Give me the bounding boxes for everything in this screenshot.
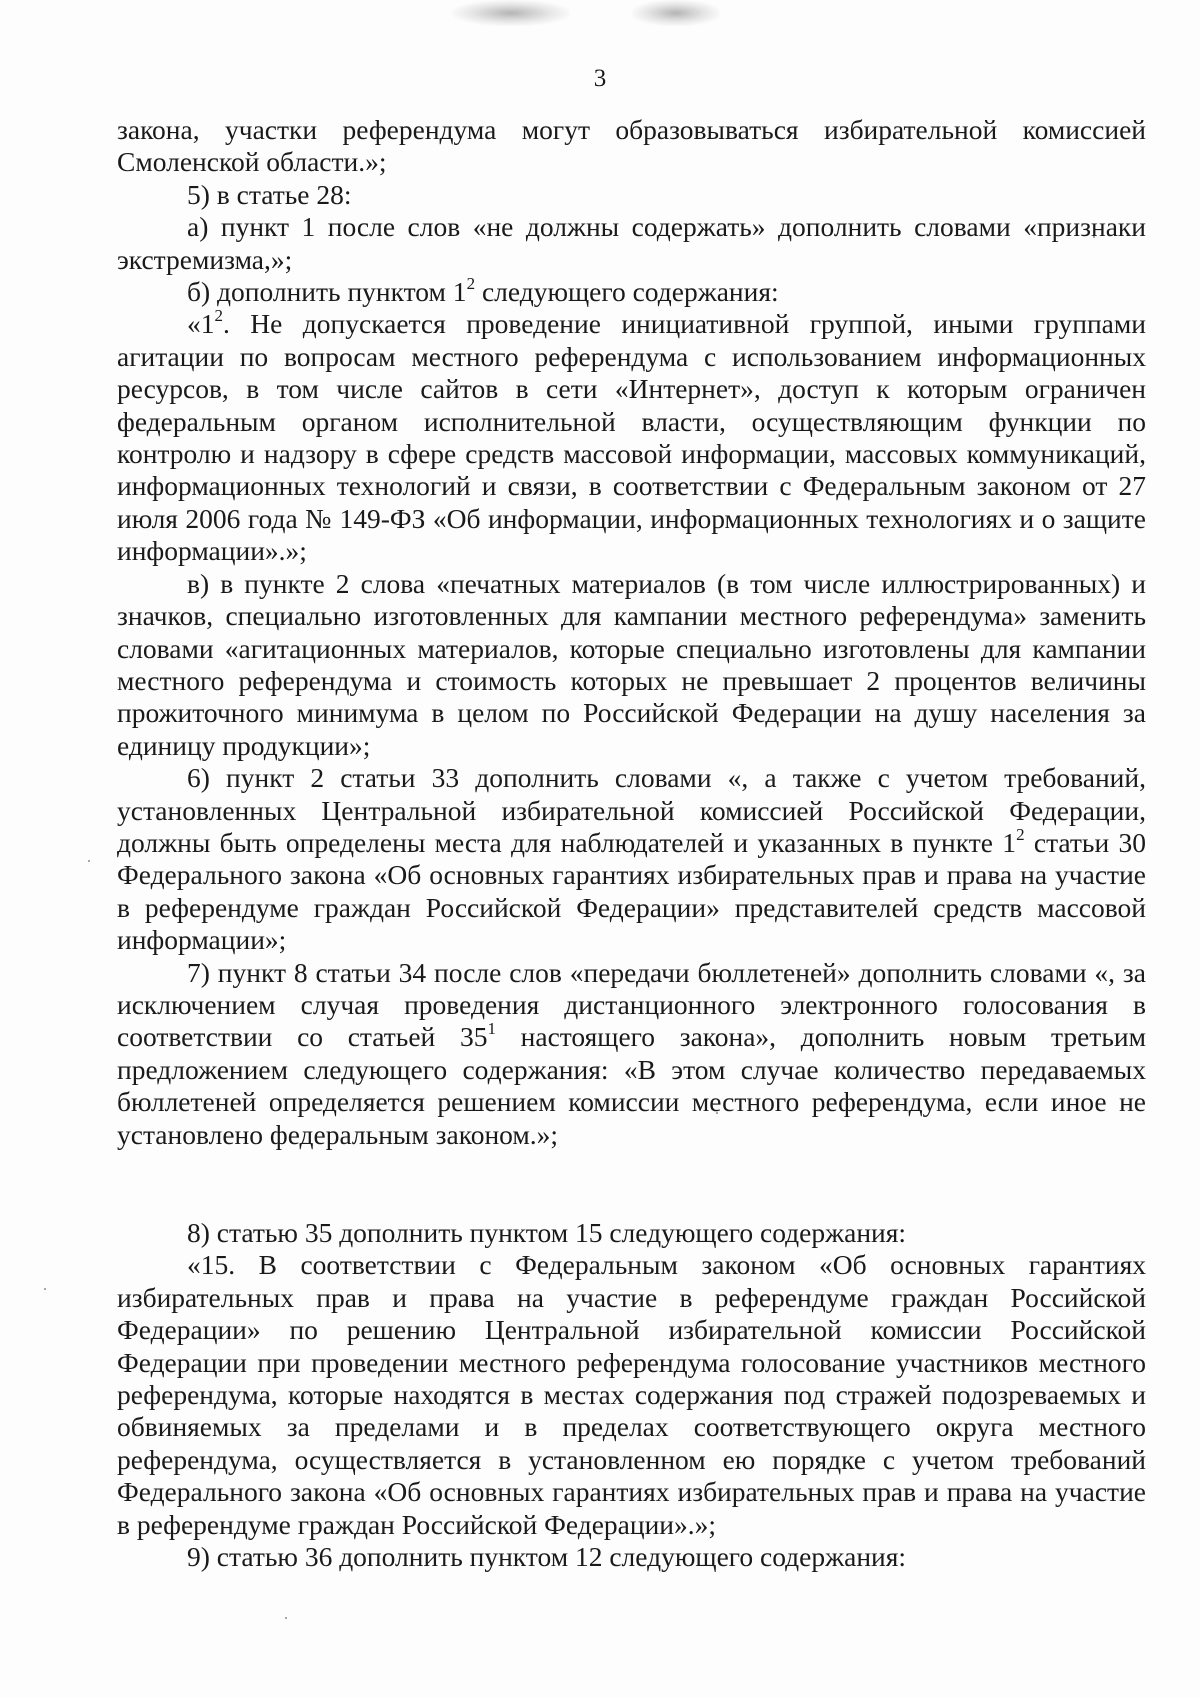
document-body xyxy=(117,114,1146,1573)
scan-artifact xyxy=(452,0,570,26)
paragraph: 8) статью 35 дополнить пунктом 15 следующего содержания: xyxy=(187,1217,907,1248)
paragraph xyxy=(117,762,1146,956)
paragraph-text: статьи 30 Федерального закона «Об основных гарантиях избирательных прав и права на участие в референдуме граждан Российской Федерации» представителей средств массовой информации»; xyxy=(117,826,1146,956)
paragraph-text: 6) пункт 2 статьи 33 дополнить словами «, а также с учетом требований, установленных Центральной избирательной комиссией Российской Федерации, должны быть определены места для наблюдателей и указанных в пункте 1 xyxy=(117,762,1146,858)
paragraph xyxy=(117,273,1146,308)
scan-artifact xyxy=(632,0,720,26)
scan-speck xyxy=(88,860,90,862)
paragraph-text: «1 xyxy=(187,308,215,340)
paragraph-text: 7) пункт 8 статьи 34 после слов «передачи бюллетеней» дополнить словами «, за исключением случая проведения дистанционного электронного голосования в соответствии со статьей 35 xyxy=(117,956,1146,1053)
paragraph: 9) статью 36 дополнить пунктом 12 следующего содержания: xyxy=(187,1541,907,1573)
paragraph xyxy=(117,957,1146,1151)
paragraph: а) пункт 1 после слов «не должны содержать» дополнить словами «признаки экстремизма,»; xyxy=(117,211,1146,275)
paragraph: в) в пункте 2 слова «печатных материалов (в том числе иллюстрированных) и значков, специально изготовленных для кампании местного референдума» заменить словами «агитационных материалов, которые специально изготовлены для кампании местного референдума и стоимость которых не превышает 2 процентов величины прожиточного минимума в целом по Российской Федерации на душу населения за единицу продукции»; xyxy=(117,567,1146,761)
paragraph xyxy=(117,308,1146,567)
paragraph: закона, участки референдума могут образовываться избирательной комиссией Смоленской области.»; xyxy=(117,114,1146,178)
scan-speck xyxy=(285,1617,287,1619)
paragraph-text: следующего содержания: xyxy=(475,276,779,308)
paragraph: 5) в статье 28: xyxy=(187,178,352,210)
page-number: 3 xyxy=(593,65,607,92)
paragraph-text: б) дополнить пунктом 1 xyxy=(187,276,467,308)
scan-speck xyxy=(44,1288,46,1290)
superscript: 2 xyxy=(1016,824,1025,844)
superscript: 2 xyxy=(466,273,476,293)
superscript: 2 xyxy=(214,306,223,326)
superscript: 1 xyxy=(487,1019,496,1039)
paragraph-text: . Не допускается проведение инициативной группой, иными группами агитации по вопросам местного референдума с использованием информационных ресурсов, в том числе сайтов в сети «Интернет», доступ к которым ограничен федеральным органом исполнительной власти, осуществляющим функции по контролю и надзору в сфере средств массовой информации, массовых коммуникаций, информационных технологий и связи, в соответствии с Федеральным законом от 27 июля 2006 года № 149-ФЗ «Об информации, информационных технологиях и о защите информации».»; xyxy=(117,308,1146,567)
paragraph: «15. В соответствии с Федеральным законом «Об основных гарантиях избирательных прав и права на участие в референдуме граждан Российской Федерации» по решению Центральной избирательной комиссии Российской Федерации при проведении местного референдума голосование участников местного референдума, которые находятся в местах содержания под стражей подозреваемых и обвиняемых за пределами и в пределах соответствующего округа местного референдума, осуществляется в установленном ею порядке с учетом требований Федерального закона «Об основных гарантиях избирательных прав и права на участие в референдуме граждан Российской Федерации».»; xyxy=(117,1249,1146,1540)
paragraph-text: настоящего закона», дополнить новым третьим предложением следующего содержания: «В этом случае количество передаваемых бюллетеней определяется решением комиссии местного референдума, если иное не установлено федеральным законом.»; xyxy=(117,1021,1146,1150)
